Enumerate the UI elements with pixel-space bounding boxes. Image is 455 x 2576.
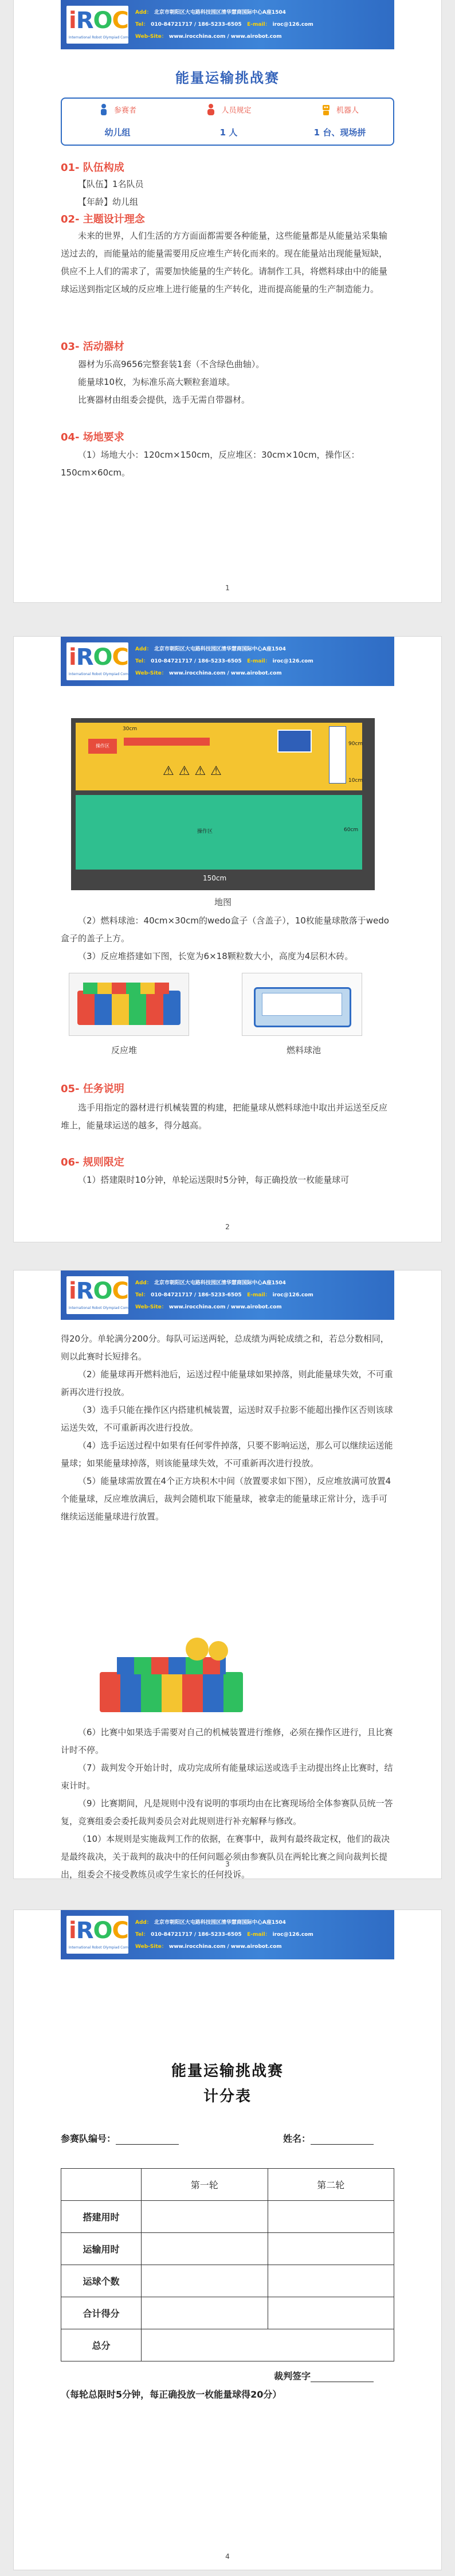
reactor-text: （3）反应堆搭建如下图，长宽为6×18颗粒数大小，高度为4层积木砖。 [78, 951, 354, 961]
banner-website: Web-Site： www.irocchina.com / www.airobot.com [135, 1304, 282, 1310]
header-banner [61, 0, 394, 49]
page-1 [14, 0, 441, 602]
top-dimension-label: 30cm [123, 726, 138, 732]
header-banner [61, 1271, 394, 1320]
reactor-caption: 反应堆 [111, 1045, 138, 1055]
right-dimension-label-2: 10cm [348, 778, 363, 784]
score-table [61, 2168, 394, 2361]
section-heading-theme: 02- 主题设计理念 [61, 213, 145, 225]
rules-first-line: （1）搭建限时10分钟，单轮运送限时5分钟，每正确投放一枚能量球可 [78, 1175, 350, 1185]
page-3 [14, 1271, 441, 1879]
scoresheet-title: 能量运输挑战赛 [171, 2063, 284, 2080]
robot-icon [321, 103, 331, 116]
banner-address: Add： 北京市朝阳区大屯路科技园区清华慧商国际中心A座1504 [135, 646, 286, 652]
reactor-image [69, 973, 189, 1036]
iroc-logo: iROC International Robot Olympiad Committee [66, 642, 128, 680]
theme-paragraph: 未来的世界，人们生活的方方面面都需要各种能量，这些能量都是从能量站采集输送过去的，而能量站的能量需要用反应堆生产转化而来的。现在能量站出现能量短缺，供应不上人们的需求了，需要加快能量的生产转化。请制作工具，将燃料球由中的能量球运送到指定区域的反应堆上进行能量的生产转化，进而提高能量的生产制造能力。 [61, 231, 388, 294]
cell-input[interactable] [142, 2329, 394, 2361]
section-heading-rules: 06- 规则限定 [61, 1156, 124, 1168]
page-number: 4 [225, 2552, 230, 2561]
right-dimension-label-3: 60cm [344, 827, 359, 833]
rules-more: （6）比赛中如果选手需要对自己的机械装置进行维修，必须在操作区进行，且比赛计时不停。 （7）裁判发令开始计时，成功完成所有能量球运送或选手主动提出终止比赛时，结束计时。 （9）比赛期间，凡是规则中没有说明的事项均由在比赛现场给全体参赛队员统一答复，竞赛组委会委托裁判委员会对此规则进行补充解释与修改。 （10）本规则是实施裁判工作的依据，在赛事中，裁判有最终裁定权，他们的裁决是最终裁决，关于裁判的裁决中的任何问题必须由参赛队员在两轮比赛之间向裁判长提出，组委会不接受教练员或学生家长的任何投诉。 [61, 1727, 393, 1880]
cell-input[interactable] [142, 2297, 268, 2329]
cell-input[interactable] [268, 2201, 394, 2233]
fuel-box [277, 730, 312, 753]
banner-website: Web-Site： www.irocchina.com / www.airobot.com [135, 1944, 282, 1950]
right-dimension-label-1: 90cm [348, 741, 363, 747]
info-robot: 机器人 1 台、现场拼 [284, 103, 395, 116]
side-box [329, 726, 346, 784]
banner-website: Web-Site： www.irocchina.com / www.airobot.com [135, 671, 282, 676]
cell-input[interactable] [142, 2265, 268, 2297]
banner-address: Add： 北京市朝阳区大屯路科技园区清华慧商国际中心A座1504 [135, 1280, 286, 1286]
banner-website: Web-Site： www.irocchina.com / www.airobot.com [135, 34, 282, 40]
banner-contact: Tel： 010-84721717 / 186-5233-6505 E-mail： iroc@126.com [135, 1292, 313, 1298]
person-icon [206, 103, 216, 116]
scoring-note: （每轮总限时5分钟，每正确投放一枚能量球得20分） [61, 2389, 282, 2400]
section-heading-task: 05- 任务说明 [61, 1083, 124, 1095]
cell-input[interactable] [142, 2233, 268, 2265]
equipment-list: 器材为乐高9656完整套装1套（不含绿色曲轴）。 能量球10枚，为标准乐高大颗粒套道球。 比赛器材由组委会提供，选手无需自带器材。 [78, 359, 265, 405]
page-4 [14, 1910, 441, 2570]
section-heading-field: 04- 场地要求 [61, 431, 124, 443]
page-number: 3 [225, 1860, 230, 1868]
banner-address: Add： 北京市朝阳区大屯路科技园区清华慧商国际中心A座1504 [135, 10, 286, 15]
rules-continued: 得20分。单轮满分200分。每队可运送两轮，总成绩为两轮成绩之和，若总分数相同，则以此赛时长短排名。 （2）能量球再开燃料池后，运送过程中能量球如果掉落，则此能量球失效，不可重新再次进行投放。 （3）选手只能在操作区内搭建机械装置，运送时双手拉影不能超出操作区否则该球运送失效，不可重新再次进行投放。 （4）选手运送过程中如果有任何零件掉落，只要不影响运送，那么可以继续运送能量球；如果能量球掉落，则该能量球失效，不可重新再次进行投放。 （5）能量球需放置在4个正方块积木中间（放置要求如下图），反应堆放满可放置4个能量球，反应堆放满后，裁判会随机取下能量球，被拿走的能量球正常计分，选手可继续运送能量球进行放置。 [61, 1334, 393, 1522]
banner-contact: Tel： 010-84721717 / 186-5233-6505 E-mail： iroc@126.com [135, 1932, 313, 1938]
iroc-logo: iROC International Robot Olympiad Committee [66, 6, 128, 44]
map-caption: 地图 [214, 897, 232, 907]
table-row: 总分 [61, 2329, 394, 2361]
banner-address: Add： 北京市朝阳区大屯路科技园区清华慧商国际中心A座1504 [135, 1920, 286, 1926]
page-number: 2 [225, 1223, 230, 1231]
green-zone-label: 操作区 [197, 829, 213, 835]
field-size-text: （1）场地大小：120cm×150cm，反应堆区：30cm×10cm，操作区：150cm×60cm。 [61, 450, 360, 478]
warning-signs: ⚠⚠⚠⚠ [163, 764, 226, 778]
banner-contact: Tel： 010-84721717 / 186-5233-6505 E-mail： iroc@126.com [135, 22, 313, 28]
task-paragraph: 选手用指定的器材进行机械装置的构建，把能量球从燃料球池中取出并运送至反应堆上，能量球运送的越多，得分越高。 [61, 1102, 388, 1131]
table-row: 运球个数 [61, 2265, 394, 2297]
section-heading-equipment: 03- 活动器材 [61, 341, 124, 353]
table-row: 合计得分 [61, 2297, 394, 2329]
info-members: 人员规定 1 人 [173, 103, 284, 116]
page-title: 能量运输挑战赛 [175, 70, 280, 86]
table-row: 运输用时 [61, 2233, 394, 2265]
yellow-zone [76, 723, 362, 790]
scoresheet-subtitle: 计分表 [203, 2088, 252, 2105]
reactor-balls-image [100, 1638, 243, 1718]
fuel-pool-image [242, 973, 362, 1036]
info-participant: 参赛者 幼儿组 [62, 103, 173, 116]
info-bar [61, 98, 394, 146]
team-composition: 【队伍】1名队员 【年龄】幼儿组 [78, 179, 144, 207]
fuel-pool-text: （2）燃料球池：40cm×30cm的wedo盒子（含盖子），10枚能量球散落于wedo盒子的盖子上方。 [61, 915, 389, 944]
round2-header: 第二轮 [268, 2169, 394, 2201]
reactor-zone [124, 738, 210, 746]
cell-input[interactable] [268, 2265, 394, 2297]
green-zone [76, 795, 362, 870]
page-2 [14, 637, 441, 1242]
team-number-field[interactable]: 参赛队编号： [61, 2131, 179, 2145]
cell-input[interactable] [268, 2297, 394, 2329]
table-row: 搭建用时 [61, 2201, 394, 2233]
field-map [71, 718, 375, 890]
banner-contact: Tel： 010-84721717 / 186-5233-6505 E-mail： iroc@126.com [135, 658, 313, 664]
page-number: 1 [225, 584, 230, 592]
round1-header: 第一轮 [142, 2169, 268, 2201]
header-banner [61, 637, 394, 686]
header-banner [61, 1910, 394, 1959]
referee-sign-field[interactable]: 裁判签字 [274, 2369, 374, 2382]
name-field[interactable]: 姓名： [283, 2131, 374, 2145]
iroc-logo: iROC International Robot Olympiad Committee [66, 1916, 128, 1954]
section-heading-team: 01- 队伍构成 [61, 162, 124, 174]
cell-input[interactable] [142, 2201, 268, 2233]
red-zone: 操作区 [88, 739, 117, 754]
child-icon [99, 103, 109, 116]
cell-input[interactable] [268, 2233, 394, 2265]
bottom-dimension-label: 150cm [203, 874, 227, 882]
iroc-logo: iROC International Robot Olympiad Committee [66, 1276, 128, 1314]
fuel-pool-caption: 燃料球池 [287, 1045, 321, 1055]
table-header-row [61, 2169, 394, 2201]
